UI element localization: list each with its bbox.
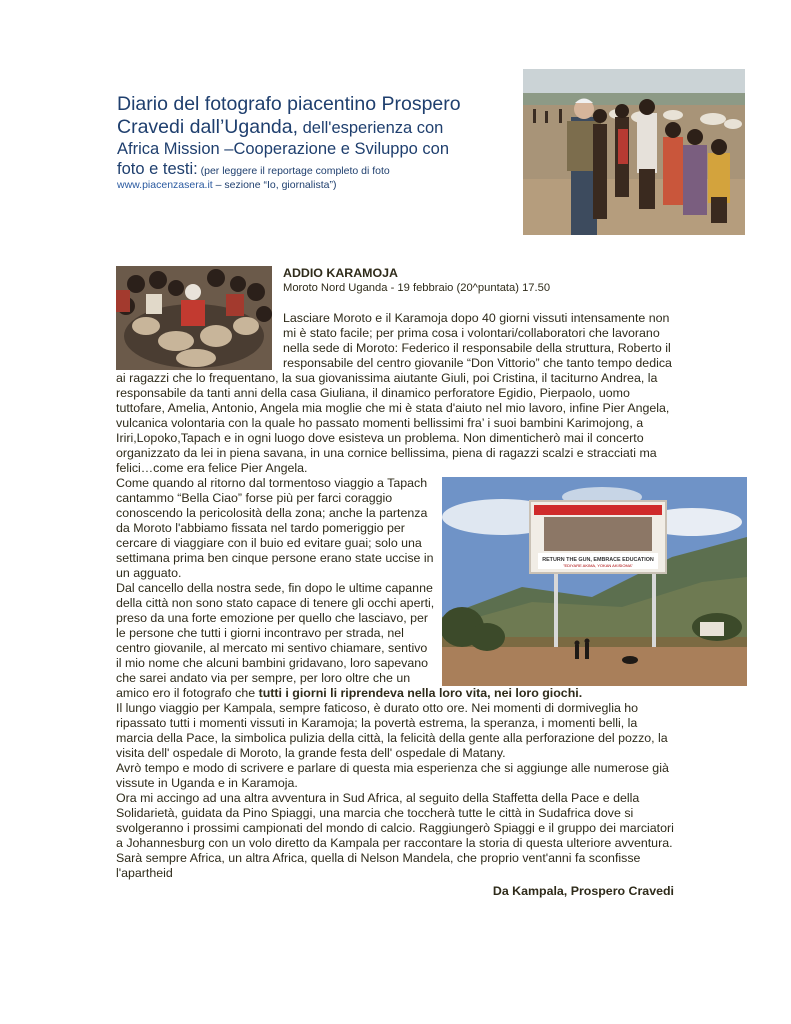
signature: Da Kampala, Prospero Cravedi [492, 884, 674, 898]
article-title: ADDIO KARAMOJA [283, 266, 398, 280]
article-subtitle: Moroto Nord Uganda - 19 febbraio (20^puntata) 17.50 [283, 282, 551, 294]
paragraph-4: Il lungo viaggio per Kampala, sempre faticoso, è durato otto ore. Nei momenti di dormiveglia ho ripassato tutti i momenti vissuti in Karamoja; la povertà estrema, la speranza, i momenti belli, la marcia della Pace, la simbolica pulizia della città, la felicità della gente alla perforazione del pozzo, la visita dell' ospedale di Moroto, la grande festa dell' ospedale di Matany. [116, 701, 668, 760]
paragraph-5: Avrò tempo e modo di scrivere e parlare di questa mia esperienza che si aggiunge alle numerose già vissute in Uganda e in Karamoja. [116, 761, 669, 790]
paragraph-6: Ora mi accingo ad una altra avventura in Sud Africa, al seguito della Staffetta della Pace e della Solidarietà, guidata da Pino Spiaggi, una marcia che toccherà tutte le città in Sudafrica dove si svolgeranno i prossimi campionati del mondo di calcio. Raggiungerò Spiaggi e il gruppo dei marciatori a Johannesburg con un volo diretto da Kampala per raccontare la storia di questa ulteriore avventura. [116, 791, 674, 850]
header-line-4 [117, 159, 512, 179]
header-line-2 [117, 116, 512, 139]
header-line-2-mid: dell'esperienza con [298, 119, 444, 137]
billboard-text-2: "EDIYARE AKIMA, YOKAN AKISIOMA" [563, 563, 633, 568]
paragraph-1: Lasciare Moroto e il Karamoja dopo 40 giorni vissuti intensamente non mi è stato facile; per prima cosa i volontari/collaboratori che lavorano nella sede di Moroto: Federico il responsabile della struttura, Roberto il responsabile del centro giovanile “Don Vittorio” che tanto tempo dedica ai ragazzi che lo frequentano, la sua giovanissima aiutante Giuli, poi Cristina, il taciturno Andrea, la responsabile da tanti anni della casa Giuliana, il dinamico perforatore Egidio, Pierpaolo, uomo tuttofare, Amelia, Antonio, Angela mia moglie che mi è stata d'aiuto nel mio lavoro, infine Pier Angela, vulcanica volontaria con la quale ho passato momenti bellissimi fra’ i suoi bambini Karimojong, a Iriri,Lopoko,Tapach e in ogni luogo dove esisteva un problema. Non dimenticherò mai il concerto organizzato da lei in piena savana, in una cornice bellissima, piena di ragazzi scalzi e stracciati ma felici…come era felice Pier Angela. [116, 311, 672, 475]
header-line-4-small: (per leggere il reportage completo di foto [197, 165, 390, 177]
header-line-1: Diario del fotografo piacentino Prospero [117, 93, 461, 115]
header-line-5-rest: – sezione “Io, giornalista”) [212, 179, 337, 191]
document-header [117, 93, 512, 192]
billboard-text: RETURN THE GUN, EMBRACE EDUCATION [542, 557, 654, 563]
header-line-4-mid: foto e testi: [117, 160, 198, 178]
paragraph-2: Come quando al ritorno dal tormentoso viaggio a Tapach cantammo “Bella Ciao” forse più per farci coraggio conoscendo la pericolosità della zona; anche la partenza da Moroto l'abbiamo fissata nel tardo pomeriggio per cercare di viaggiare con il buio ed evitare guai; solo una settimana prima ben cinque persone erano state uccise in un agguato. [116, 476, 434, 580]
header-line-5 [117, 179, 512, 192]
website-link[interactable]: www.piacenzasera.it [117, 179, 213, 191]
article [116, 266, 676, 899]
paragraph-3-text: Dal cancello della nostra sede, fin dopo le ultime capanne della città non sono stato capace di tenere gli occhi aperti, preso da una forte emozione per quello che lasciavo, per le persone che tutti i giorni incontravo per strada, nel centro giovanile, al mercato mi sentivo chiamare, sentivo il mio nome che alcuni bambini gridavano, loro sapevano che sarei andato via per sempre, per loro oltre che un amico ero il fotografo che [116, 581, 435, 700]
photo-group-children-and-photographer [523, 69, 745, 235]
left-photo-spacer [116, 266, 283, 370]
right-photo-spacer [440, 476, 676, 685]
paragraph-3-bold: tutti i giorni li riprendeva nella loro vita, nei loro giochi. [258, 686, 583, 700]
header-line-2-big: Cravedi dall’Uganda, [117, 116, 299, 138]
paragraph-7: Sarà sempre Africa, un altra Africa, quella di Nelson Mandela, che proprio vent'anni fa sconfisse l'apartheid [116, 851, 641, 880]
header-line-3: Africa Mission –Cooperazione e Sviluppo con [117, 140, 450, 158]
